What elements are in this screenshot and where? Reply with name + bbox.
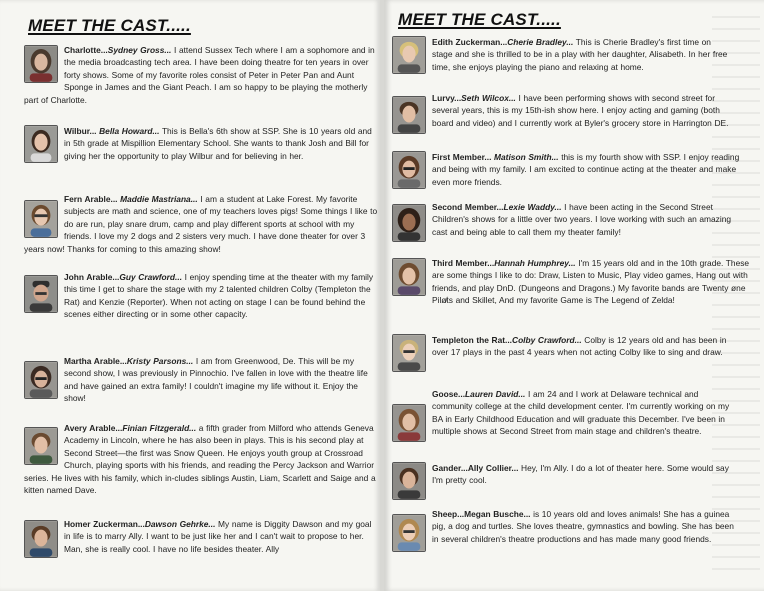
cast-bio: Third Member...Hannah Humphrey... I'm 15 years old and in the 10th grade. These are some things I like to do: Draw, Listen to Music, Play video games, Hang out with friends, and play DnD. (Dungeons and Dragons.) My favorite bands are Twenty øne Pilø̸ts and Skillet, And my favorite Game is The Legend of Zelda! [432,258,750,306]
headshot-photo [392,462,426,500]
cast-entry-gander [392,462,732,502]
cast-entry-goose [392,388,738,438]
cast-bio: Lurvy...Seth Wilcox... I have been performing shows with second street for several years, this is my 15th-ish show here. I enjoy acting and gaming (both board and video) and I currently work at Byler's grocery store in Harrington DE. [432,93,729,128]
cast-entry-martha-arable [24,355,376,405]
headshot-photo [392,334,426,372]
headshot-photo [392,514,426,552]
right-program-page [384,0,764,591]
cast-entry-avery-arable [24,422,378,496]
headshot-photo [24,361,58,399]
cast-bio: Sheep...Megan Busche... is 10 years old and loves animals! She has a guinea pig, a dog and turtles. She loves theatre, gymnastics and bowling. She has been in several children's theatre productions and has made many good friends. [432,509,734,544]
headshot-photo [392,96,426,134]
cast-bio: Second Member...Lexie Waddy... I have been acting in the Second Street Children's shows for a little over two years. I love working with such an amazing cast and being able to call them my theater family! [432,202,732,237]
cast-bio: Martha Arable...Kristy Parsons... I am from Greenwood, De. This will be my second show, I was previously in Pinnochio. I've fallen in love with the theatre life and have gained an extra family! I couldn't imagine my life without it. Enjoy the show! [64,356,368,404]
cast-entry-lurvy [392,92,732,132]
cast-entry-second-member [392,201,738,241]
headshot-photo [24,200,58,238]
headshot-photo [392,258,426,296]
cast-bio: Edith Zuckerman...Cherie Bradley... This is Cherie Bradley's first time on stage and she is thrilled to be in a play with her daughter, Alisabeth. In her free time, she enjoys playing the piano and relaxing at home. [432,37,728,72]
cast-bio: Wilbur... Bella Howard... This is Bella's 6th show at SSP. She is 10 years old and in 5th grade at Mispillion Elementary School. She wants to thank Josh and Bill for giving her the opportunity to play Wilbur and for believing in her. [64,126,372,161]
cast-bio: Charlotte...Sydney Gross... I attend Sussex Tech where I am a sophomore and in the media broadcasting tech area. I have been doing theatre for ten years in over forty shows. Some of my favorite roles consist of Peter in Peter Pan and Aunt Sponge in James and the Giant Peach. I am so happy to be playing the motherly part of Charlotte. [24,45,375,105]
cast-entry-templeton [392,334,732,374]
headshot-photo [24,520,58,558]
cast-bio: Homer Zuckerman...Dawson Gehrke... My name is Diggity Dawson and my goal in life is to marry Ally. I want to be just like her and I can't wait to propose to her. Man, she is really cool. I have no life besides theater. Ally [64,519,372,554]
cast-bio: Fern Arable... Maddie Mastriana... I am a student at Lake Forest. My favorite subjects are math and science, one of my teachers loves pigs! Some things I like to do are run, play snare drum, camp and play different sports at school with my friends. I love my 2 dogs and 2 sisters very much. I have done theater for over 3 years now! Thanks for coming to this amazing show! [24,194,378,254]
cast-entry-sheep [392,508,738,548]
cast-entry-homer-zuckerman [24,518,376,558]
headshot-photo [392,204,426,242]
left-program-page [0,0,380,591]
headshot-photo [24,45,58,83]
headshot-photo [392,36,426,74]
cast-bio: First Member... Matison Smith... this is my fourth show with SSP. I enjoy reading and being with my family. I am excited to continue acting at the theater and make even more friends. [432,152,740,187]
cast-entry-john-arable [24,271,376,321]
cast-bio: Goose...Lauren David... I am 24 and I work at Delaware technical and community college at the child development center. I'm currently working on my BA in Early Childhood Education and will graduate this December. I've been in multiple shows at Second Street from main stage and children's theatre. [432,389,730,437]
cast-entry-fern-arable [24,193,378,255]
cast-bio: Avery Arable...Finian Fitzgerald... a fifth grader from Milford who attends Geneva Academy in Lincoln, where he has also been in plays. This is his second play at Second Street—the first was Snow Queen. He enjoys youth group at Crossroad Church, playing sports with his friends, and reading the Percy Jackson and Warrior series. He lives with his family, which in-cludes siblings Austin, Liam, Scarlett and Saige and a kitten named Dave. [24,423,376,496]
headshot-photo [392,404,426,442]
cast-entry-edith-zuckerman [392,36,732,76]
headshot-photo [392,151,426,189]
headshot-photo [24,275,58,313]
cast-bio: Gander...Ally Collier... Hey, I'm Ally. I do a lot of theater here. Some would say I'm pretty cool. [432,463,729,486]
cast-entry-wilbur [24,125,376,165]
cast-entry-first-member [392,151,742,191]
headshot-photo [24,427,58,465]
cast-entry-third-member [392,257,752,307]
cast-bio: John Arable...Guy Crawford... I enjoy spending time at the theater with my family this time I get to share the stage with my 2 talented children Colby (Templeton the Rat) and Kenzie (Reporter). When not acting on stage I can be found behind the scenes either directing or in some other capacity. [64,272,374,320]
cast-bio: Templeton the Rat...Colby Crawford... Colby is 12 years old and has been in over 17 plays in the past 4 years when not acting Colby like to sing and draw. [432,335,727,358]
headshot-photo [24,125,58,163]
left-page-title: MEET THE CAST..... [28,16,191,35]
right-page-title: MEET THE CAST..... [398,10,561,29]
cast-entry-charlotte [24,44,376,106]
